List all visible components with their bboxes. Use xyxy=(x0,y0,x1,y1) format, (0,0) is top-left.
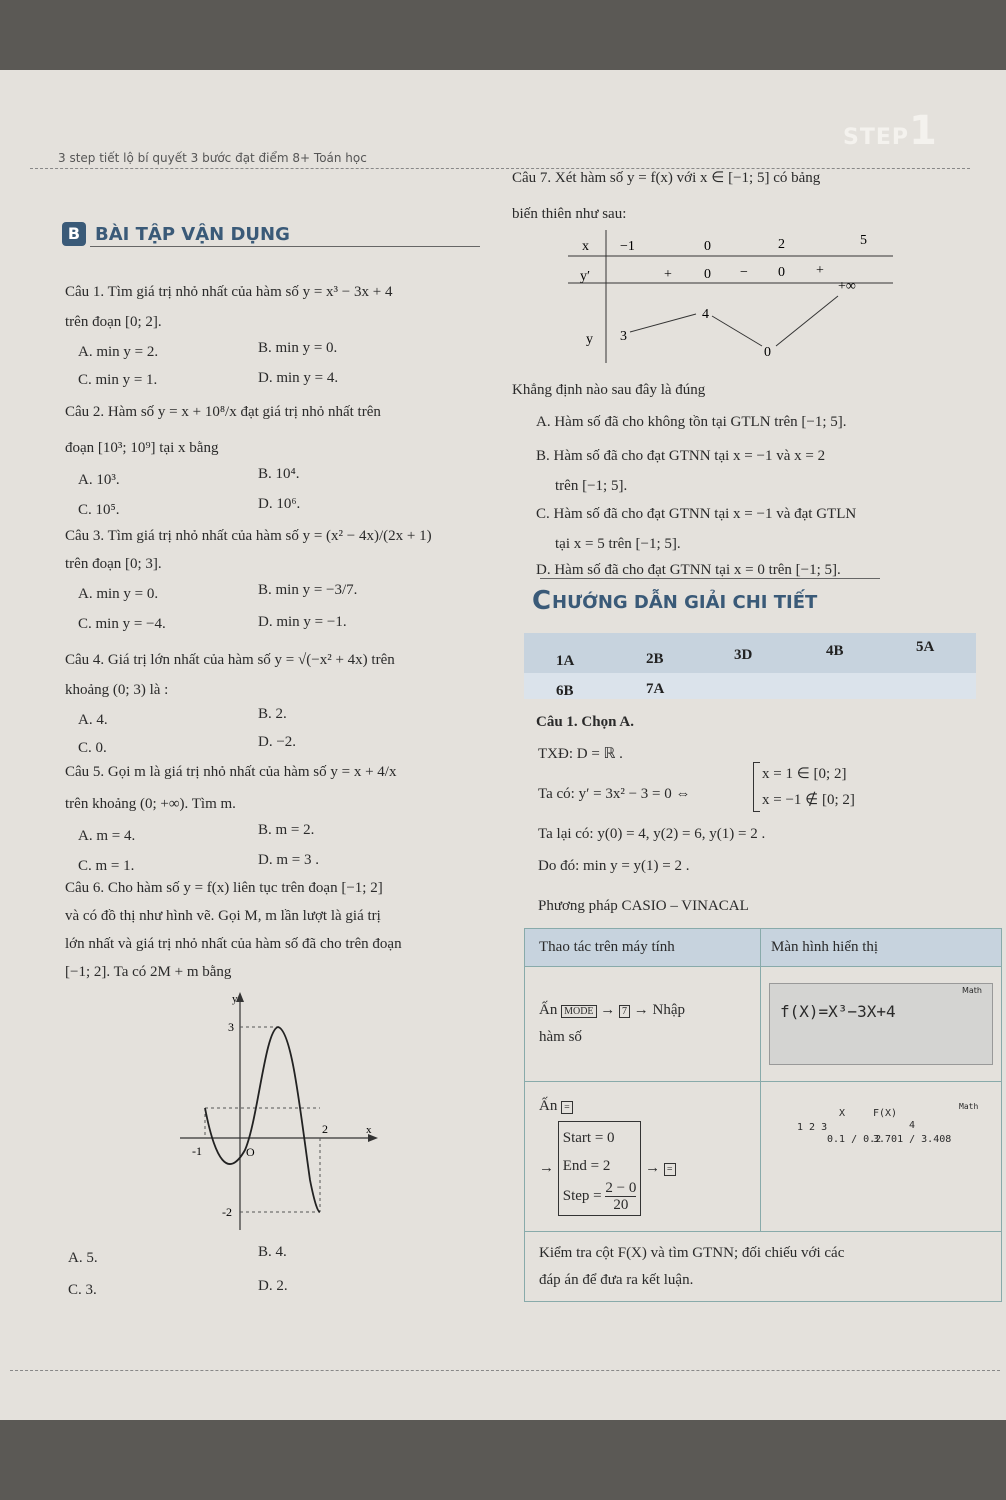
q3-option-d: D. min y = −1. xyxy=(258,614,347,630)
q2-option-c: C. 10⁵. xyxy=(78,502,120,518)
screen1-formula: f(X)=X³−3X+4 xyxy=(780,1002,896,1021)
answer-5: 5A xyxy=(916,639,935,655)
q7-arrow-down xyxy=(712,316,762,346)
q2-stem: Câu 2. Hàm số y = x + 10⁸/x đạt giá trị nhỏ nhất trên xyxy=(65,404,381,420)
q4-stem: Câu 4. Giá trị lớn nhất của hàm số y = √(−x² + 4x) trên xyxy=(65,652,395,668)
sol1-taco: Ta có: y′ = 3x² − 3 = 0 ⇔ xyxy=(538,786,691,802)
casio-row3-line2: đáp án để đưa ra kết luận. xyxy=(539,1271,694,1288)
q7-y-label: y xyxy=(586,332,593,347)
casio-row3-cell xyxy=(525,1232,1002,1302)
page-header: 3 step tiết lộ bí quyết 3 bước đạt điểm 8+ Toán học xyxy=(58,151,367,165)
casio-row2-press: Ấn = xyxy=(539,1098,759,1115)
q6-line3: lớn nhất và giá trị nhỏ nhất của hàm số đã cho trên đoạn xyxy=(65,936,402,952)
q6-y-label: y xyxy=(232,993,238,1005)
q7-y-val-4: 4 xyxy=(702,307,709,322)
sol1-method: Phương pháp CASIO – VINACAL xyxy=(538,898,749,914)
screen2-col-x: X xyxy=(839,1107,846,1119)
q7-x-val-3: 2 xyxy=(778,237,785,252)
screen2-col-fx: F(X) xyxy=(873,1107,898,1119)
screen2-mode-tag: Math xyxy=(959,1101,979,1111)
q6-option-b: B. 4. xyxy=(258,1244,287,1260)
casio-row-2 xyxy=(525,1082,1002,1232)
q7-yp-1: + xyxy=(664,267,672,282)
arrow-icon: → xyxy=(539,1159,558,1176)
q7-line2: biến thiên như sau: xyxy=(512,206,627,222)
q7-option-c1: C. Hàm số đã cho đạt GTNN tại x = −1 và đạt GTLN xyxy=(536,506,857,522)
q1-option-c: C. min y = 1. xyxy=(78,372,158,388)
q6-option-c: C. 3. xyxy=(68,1282,97,1298)
q4-domain: khoảng (0; 3) là : xyxy=(65,682,169,698)
seven-key: 7 xyxy=(619,1005,630,1018)
answer-1: 1A xyxy=(556,653,575,669)
screen2-f-values: 3.701 / 3.408 xyxy=(873,1133,952,1145)
q6-x-label: x xyxy=(366,1124,372,1136)
q3-stem: Câu 3. Tìm giá trị nhỏ nhất của hàm số y = (x² − 4x)/(2x + 1) xyxy=(65,528,432,544)
q6-y3-label: 3 xyxy=(228,1020,234,1034)
q6-line2: và có đồ thị như hình vẽ. Gọi M, m lần lượt là giá trị xyxy=(65,908,381,924)
q5-option-a: A. m = 4. xyxy=(78,828,136,844)
start-value: Start = 0 xyxy=(562,1129,615,1146)
sol1-title: Câu 1. Chọn A. xyxy=(536,714,634,730)
q7-option-d: D. Hàm số đã cho đạt GTNN tại x = 0 trên [−1; 5]. xyxy=(536,562,841,578)
casio-table xyxy=(524,928,1002,1302)
q7-y-val-0: 0 xyxy=(764,345,771,360)
footer-divider xyxy=(10,1370,1000,1371)
q5-stem: Câu 5. Gọi m là giá trị nhỏ nhất của hàm số y = x + 4/x xyxy=(65,764,397,780)
casio-row2-action xyxy=(525,1082,761,1232)
casio-header-row xyxy=(525,929,1002,967)
q7-yp-4: 0 xyxy=(778,265,785,280)
q7-x-val-1: −1 xyxy=(620,239,635,254)
q7-line1: Câu 7. Xét hàm số y = f(x) với x ∈ [−1; 5] có bảng xyxy=(512,170,821,186)
q3-option-a: A. min y = 0. xyxy=(78,586,159,602)
section-underline xyxy=(90,246,480,247)
answer-key-table xyxy=(524,633,976,699)
q1-stem: Câu 1. Tìm giá trị nhỏ nhất của hàm số y = x³ − 3x + 4 xyxy=(65,284,393,300)
q7-option-a: A. Hàm số đã cho không tồn tại GTLN trên [−1; 5]. xyxy=(536,414,847,430)
q6-line1: Câu 6. Cho hàm số y = f(x) liên tục trên đoạn [−1; 2] xyxy=(65,880,383,896)
q4-option-a: A. 4. xyxy=(78,712,108,728)
screen1-mode-tag: Math xyxy=(961,986,982,995)
q3-option-b: B. min y = −3/7. xyxy=(258,582,358,598)
q5-option-c: C. m = 1. xyxy=(78,858,135,874)
q5-domain: trên khoảng (0; +∞). Tìm m. xyxy=(65,796,236,812)
q7-option-b1: B. Hàm số đã cho đạt GTNN tại x = −1 và x = 2 xyxy=(536,448,826,464)
q6-curve xyxy=(205,1027,320,1212)
q5-option-d: D. m = 3 . xyxy=(258,852,319,868)
casio-screen-2 xyxy=(769,1102,993,1212)
q6-x2-label: 2 xyxy=(322,1122,328,1136)
answer-6: 6B xyxy=(556,683,574,699)
q4-option-d: D. −2. xyxy=(258,734,297,750)
q1-option-b: B. min y = 0. xyxy=(258,340,338,356)
casio-row2-screen-cell xyxy=(761,1082,1002,1232)
q7-yp-label: y′ xyxy=(580,269,591,284)
end-value: End = 2 xyxy=(562,1157,611,1174)
sol1-lai: Ta lại có: y(0) = 4, y(2) = 6, y(1) = 2 . xyxy=(538,826,766,842)
sol1-brace xyxy=(753,762,760,812)
q6-origin-label: O xyxy=(246,1145,255,1159)
q7-variation-table xyxy=(568,228,898,366)
q7-x-val-2: 0 xyxy=(704,239,711,254)
q4-option-b: B. 2. xyxy=(258,706,287,722)
casio-header-2: Màn hình hiển thị xyxy=(761,929,1002,967)
step-value: Step = $\frac{2 - 0}{20}$ xyxy=(562,1179,637,1213)
casio-range-box xyxy=(558,1121,642,1216)
casio-screen-1 xyxy=(769,983,993,1065)
q1-option-d: D. min y = 4. xyxy=(258,370,339,386)
q7-option-c2: tại x = 5 trên [−1; 5]. xyxy=(555,536,681,552)
q6-xm1-label: -1 xyxy=(192,1144,202,1158)
answer-key-row2-bg xyxy=(524,673,976,699)
q6-option-d: D. 2. xyxy=(258,1278,288,1294)
step-badge: STEP1 xyxy=(843,108,938,154)
q6-line4: [−1; 2]. Ta có 2M + m bằng xyxy=(65,964,232,980)
casio-row1-line1: Ấn MODE → 7 → Nhập xyxy=(539,1002,686,1018)
q2-option-b: B. 10⁴. xyxy=(258,466,300,482)
sol1-sys2: x = −1 ∉ [0; 2] xyxy=(762,792,855,808)
q7-arrow-up1 xyxy=(630,314,696,332)
casio-row1-screen-cell xyxy=(761,967,1002,1082)
screen2-x-values: 0.1 / 0.2 xyxy=(827,1133,882,1145)
q1-domain: trên đoạn [0; 2]. xyxy=(65,314,162,330)
q2-option-d: D. 10⁶. xyxy=(258,496,301,512)
header-divider xyxy=(30,168,970,169)
casio-row2-box-wrap xyxy=(539,1121,759,1216)
section-letter-c: C xyxy=(532,586,552,616)
q7-yp-5: + xyxy=(816,263,824,278)
section2-overline xyxy=(540,578,880,579)
q7-yp-2: 0 xyxy=(704,267,711,282)
sol1-dodo: Do đó: min y = y(1) = 2 . xyxy=(538,858,690,874)
q7-option-b2: trên [−1; 5]. xyxy=(555,478,628,494)
q7-y-val-inf: +∞ xyxy=(838,279,856,294)
casio-header-1: Thao tác trên máy tính xyxy=(525,929,761,967)
q7-x-val-4: 5 xyxy=(860,233,867,248)
arrow-icon-2: → = xyxy=(641,1160,675,1177)
q7-x-label: x xyxy=(582,239,589,254)
q4-option-c: C. 0. xyxy=(78,740,107,756)
q7-claim: Khẳng định nào sau đây là đúng xyxy=(512,382,706,398)
sol1-sys1: x = 1 ∈ [0; 2] xyxy=(762,766,847,782)
sol1-txd: TXĐ: D = ℝ . xyxy=(538,746,623,762)
mode-key: MODE xyxy=(561,1005,596,1018)
section-title-practice: BÀI TẬP VẬN DỤNG xyxy=(95,224,290,245)
casio-row1-line2: hàm số xyxy=(539,1029,582,1045)
casio-row-3 xyxy=(525,1232,1002,1302)
q1-option-a: A. min y = 2. xyxy=(78,344,159,360)
equals-key: = xyxy=(561,1101,573,1114)
screen2-index: 1 2 3 xyxy=(797,1121,828,1133)
screen2-val: 4 xyxy=(909,1119,916,1131)
q7-y-val-3: 3 xyxy=(620,329,627,344)
answer-3: 3D xyxy=(734,647,753,663)
answer-4: 4B xyxy=(826,643,844,659)
q2-option-a: A. 10³. xyxy=(78,472,120,488)
answer-7: 7A xyxy=(646,681,665,697)
q7-yp-3: − xyxy=(740,265,748,280)
q7-arrow-up2 xyxy=(776,296,838,346)
answer-2: 2B xyxy=(646,651,664,667)
q6-option-a: A. 5. xyxy=(68,1250,98,1266)
q3-option-c: C. min y = −4. xyxy=(78,616,166,632)
casio-row1-action xyxy=(525,967,761,1082)
q2-domain: đoạn [10³; 10⁹] tại x bằng xyxy=(65,440,219,456)
q5-option-b: B. m = 2. xyxy=(258,822,315,838)
casio-row-1 xyxy=(525,967,1002,1082)
section-letter-b: B xyxy=(62,222,86,246)
section-title-solutions: HƯỚNG DẪN GIẢI CHI TIẾT xyxy=(552,592,818,613)
casio-row3-line1: Kiểm tra cột F(X) và tìm GTNN; đối chiếu với các xyxy=(539,1244,845,1261)
q6-ym2-label: -2 xyxy=(222,1205,232,1219)
q3-domain: trên đoạn [0; 3]. xyxy=(65,556,162,572)
q6-graph xyxy=(170,990,390,1240)
